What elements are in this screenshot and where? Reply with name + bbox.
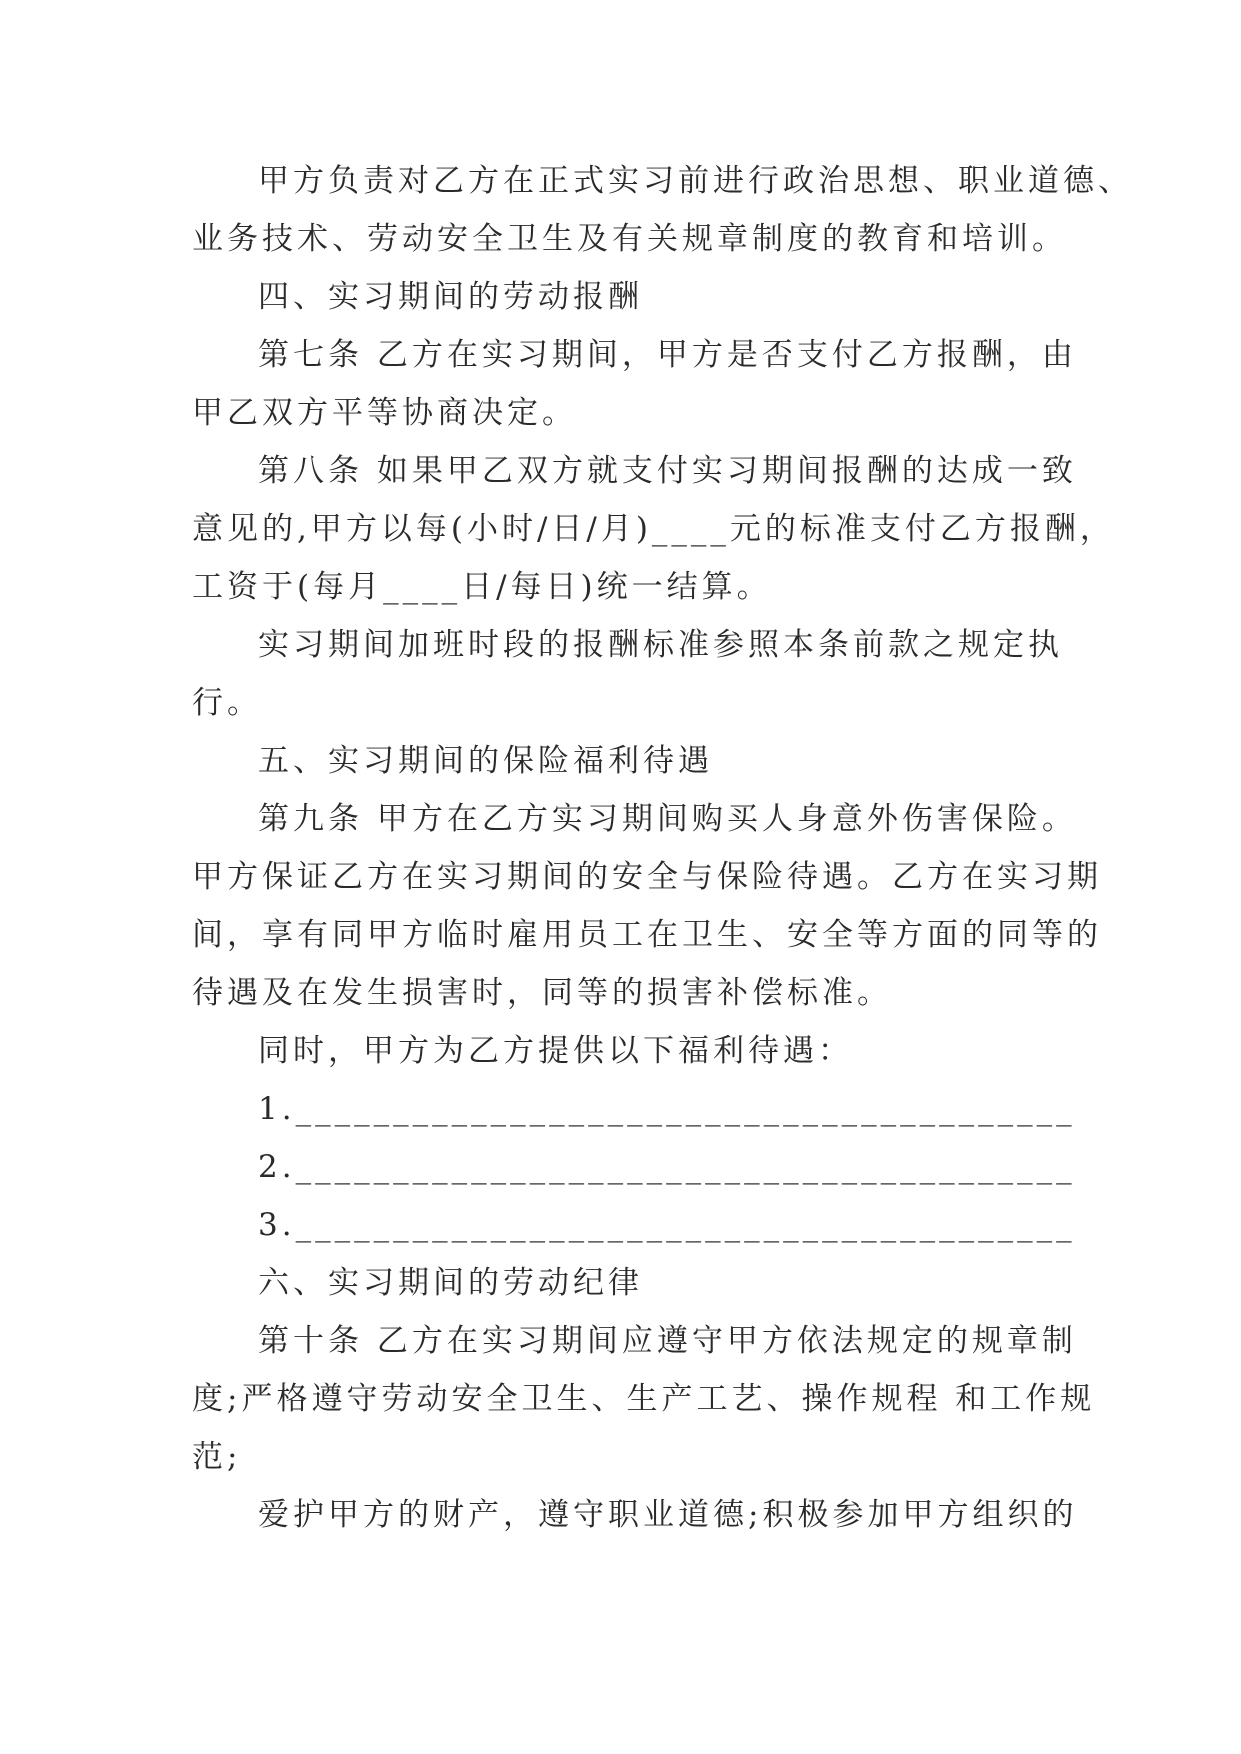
text-line: 甲方保证乙方在实习期间的安全与保险待遇。乙方在实习期 (192, 859, 1102, 895)
text-line: 实习期间加班时段的报酬标准参照本条前款之规定执 (258, 627, 1063, 663)
text-line: 3.________________________________________ (258, 1207, 1076, 1243)
text-line: 意见的,甲方以每(小时/日/月)____元的标准支付乙方报酬， (192, 511, 1115, 547)
text-line: 范; (192, 1439, 242, 1475)
text-line: 四、实习期间的劳动报酬 (258, 279, 643, 315)
document-body (192, 152, 1133, 1544)
text-line: 待遇及在发生损害时，同等的损害补偿标准。 (192, 975, 892, 1011)
text-line: 业务技术、劳动安全卫生及有关规章制度的教育和培训。 (192, 221, 1067, 257)
text-line: 1.________________________________________ (258, 1091, 1076, 1127)
text-line: 甲方负责对乙方在正式实习前进行政治思想、职业道德、 (258, 163, 1133, 199)
text-line: 五、实习期间的保险福利待遇 (258, 743, 713, 779)
text-line: 度;严格遵守劳动安全卫生、生产工艺、操作规程 和工作规 (192, 1381, 1096, 1417)
text-line: 爱护甲方的财产，遵守职业道德;积极参加甲方组织的 (258, 1497, 1078, 1533)
text-line: 六、实习期间的劳动纪律 (258, 1265, 643, 1301)
text-line: 第十条 乙方在实习期间应遵守甲方依法规定的规章制 (258, 1323, 1077, 1359)
text-line: 同时，甲方为乙方提供以下福利待遇： (258, 1033, 853, 1069)
text-line: 第七条 乙方在实习期间，甲方是否支付乙方报酬，由 (258, 337, 1077, 373)
text-line: 第九条 甲方在乙方实习期间购买人身意外伤害保险。 (258, 801, 1077, 837)
text-line: 2.________________________________________ (258, 1149, 1076, 1185)
text-line: 间，享有同甲方临时雇用员工在卫生、安全等方面的同等的 (192, 917, 1102, 953)
text-line: 工资于(每月____日/每日)统一结算。 (192, 569, 772, 605)
text-line: 甲乙双方平等协商决定。 (192, 395, 577, 431)
text-line: 第八条 如果甲乙双方就支付实习期间报酬的达成一致 (258, 453, 1077, 489)
text-line: 行。 (192, 685, 262, 721)
